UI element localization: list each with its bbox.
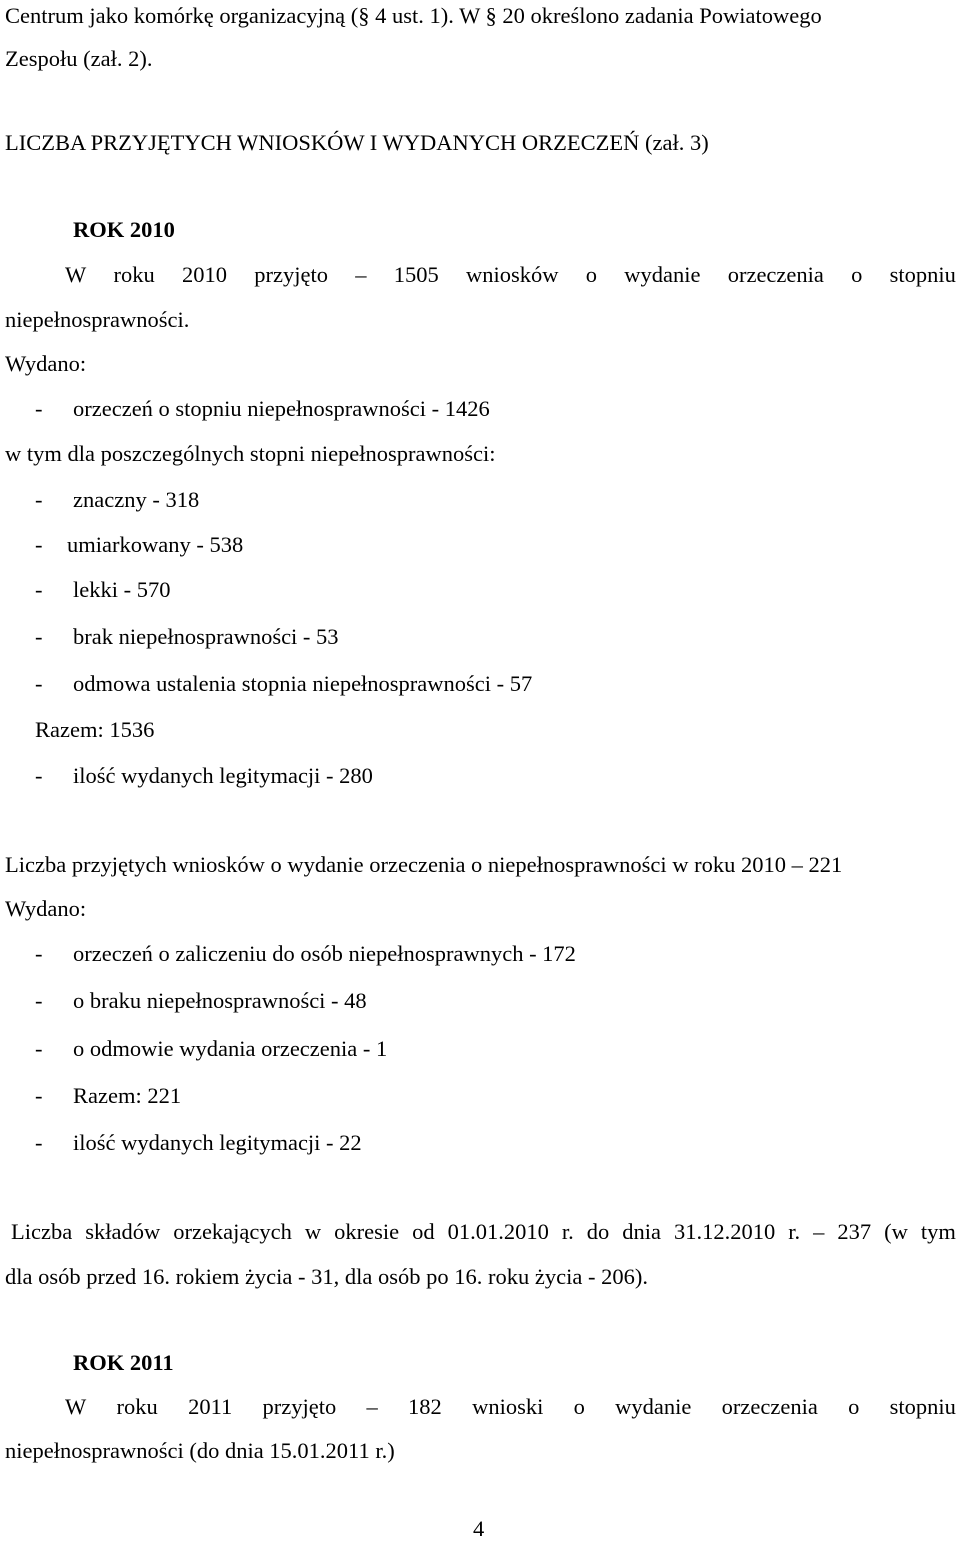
word: dnia — [622, 1219, 662, 1244]
panels-line — [11, 1221, 956, 1244]
word: roku — [116, 1394, 158, 1419]
list-item: - o odmowie wydania orzeczenia - 1 — [35, 1036, 388, 1061]
word: 31.12.2010 — [674, 1219, 776, 1244]
word: o — [573, 1394, 585, 1419]
word: od — [412, 1219, 435, 1244]
panels-end: dla osób przed 16. rokiem życia - 31, dla osób po 16. roku życia - 206). — [5, 1264, 648, 1289]
intro-line-1: Centrum jako komórkę organizacyjną (§ 4 ust. 1). W § 20 określono zadania Powiatowego — [5, 3, 822, 28]
issued-label: Wydano: — [5, 351, 87, 376]
word: wydanie — [624, 262, 701, 287]
year-2010-intake-end: niepełnosprawności. — [5, 307, 190, 332]
intro-line-2: Zespołu (zał. 2). — [5, 46, 153, 71]
list-item: - brak niepełnosprawności - 53 — [35, 624, 339, 649]
word: 182 — [408, 1394, 442, 1419]
list-item: - umiarkowany - 538 — [35, 532, 244, 557]
word: przyjęto — [262, 1394, 337, 1419]
word: orzeczenia — [721, 1394, 818, 1419]
list-item: - orzeczeń o zaliczeniu do osób niepełnosprawnych - 172 — [35, 941, 576, 966]
year-2011-intake-line — [65, 1396, 956, 1419]
word: do — [586, 1219, 610, 1244]
page-number: 4 — [473, 1516, 485, 1541]
year-2011-intake-end: niepełnosprawności (do dnia 15.01.2011 r.) — [5, 1438, 395, 1463]
word: tym — [920, 1219, 956, 1244]
children-issued-label: Wydano: — [5, 896, 87, 921]
word: roku — [113, 262, 155, 287]
year-2011-title: ROK 2011 — [73, 1350, 174, 1375]
word: 237 — [837, 1219, 872, 1244]
word: o — [585, 262, 597, 287]
list-item: - lekki - 570 — [35, 577, 171, 602]
word: 2011 — [188, 1394, 233, 1419]
list-item: - znaczny - 318 — [35, 487, 200, 512]
word: składów — [85, 1219, 161, 1244]
children-intake: Liczba przyjętych wniosków o wydanie orzeczenia o niepełnosprawności w roku 2010 – 221 — [5, 852, 843, 877]
word: okresie — [334, 1219, 400, 1244]
word: w — [304, 1219, 322, 1244]
list-item: - ilość wydanych legitymacji - 22 — [35, 1130, 362, 1155]
word: przyjęto — [254, 262, 328, 287]
list-item: - orzeczeń o stopniu niepełnosprawności - 1426 — [35, 396, 490, 421]
word: 2010 — [182, 262, 227, 287]
list-item: - odmowa ustalenia stopnia niepełnosprawności - 57 — [35, 671, 533, 696]
word: o — [851, 262, 863, 287]
word: (w — [884, 1219, 908, 1244]
word: Liczba — [11, 1219, 73, 1244]
word: 1505 — [393, 262, 439, 287]
word: orzeczenia — [727, 262, 824, 287]
word: 01.01.2010 — [447, 1219, 549, 1244]
word: stopniu — [889, 262, 956, 287]
word: o — [848, 1394, 860, 1419]
section-heading: LICZBA PRZYJĘTYCH WNIOSKÓW I WYDANYCH ORZECZEŃ (zał. 3) — [5, 130, 709, 155]
word: W — [65, 262, 87, 287]
word: stopniu — [889, 1394, 956, 1419]
word: W — [65, 1394, 87, 1419]
word: r. — [561, 1219, 574, 1244]
word: r. — [788, 1219, 801, 1244]
list-item: - o braku niepełnosprawności - 48 — [35, 988, 367, 1013]
word: wydanie — [615, 1394, 692, 1419]
breakdown-intro: w tym dla poszczególnych stopni niepełnosprawności: — [5, 441, 496, 466]
word: wniosków — [465, 262, 559, 287]
list-item: - ilość wydanych legitymacji - 280 — [35, 763, 373, 788]
year-2010-intake-line — [65, 264, 956, 287]
word: – — [355, 262, 367, 287]
word: – — [366, 1394, 378, 1419]
word: – — [813, 1219, 825, 1244]
list-item: - Razem: 221 — [35, 1083, 182, 1108]
total: Razem: 1536 — [35, 717, 155, 742]
year-2010-title: ROK 2010 — [73, 217, 175, 242]
word: orzekających — [173, 1219, 292, 1244]
word: wnioski — [472, 1394, 544, 1419]
